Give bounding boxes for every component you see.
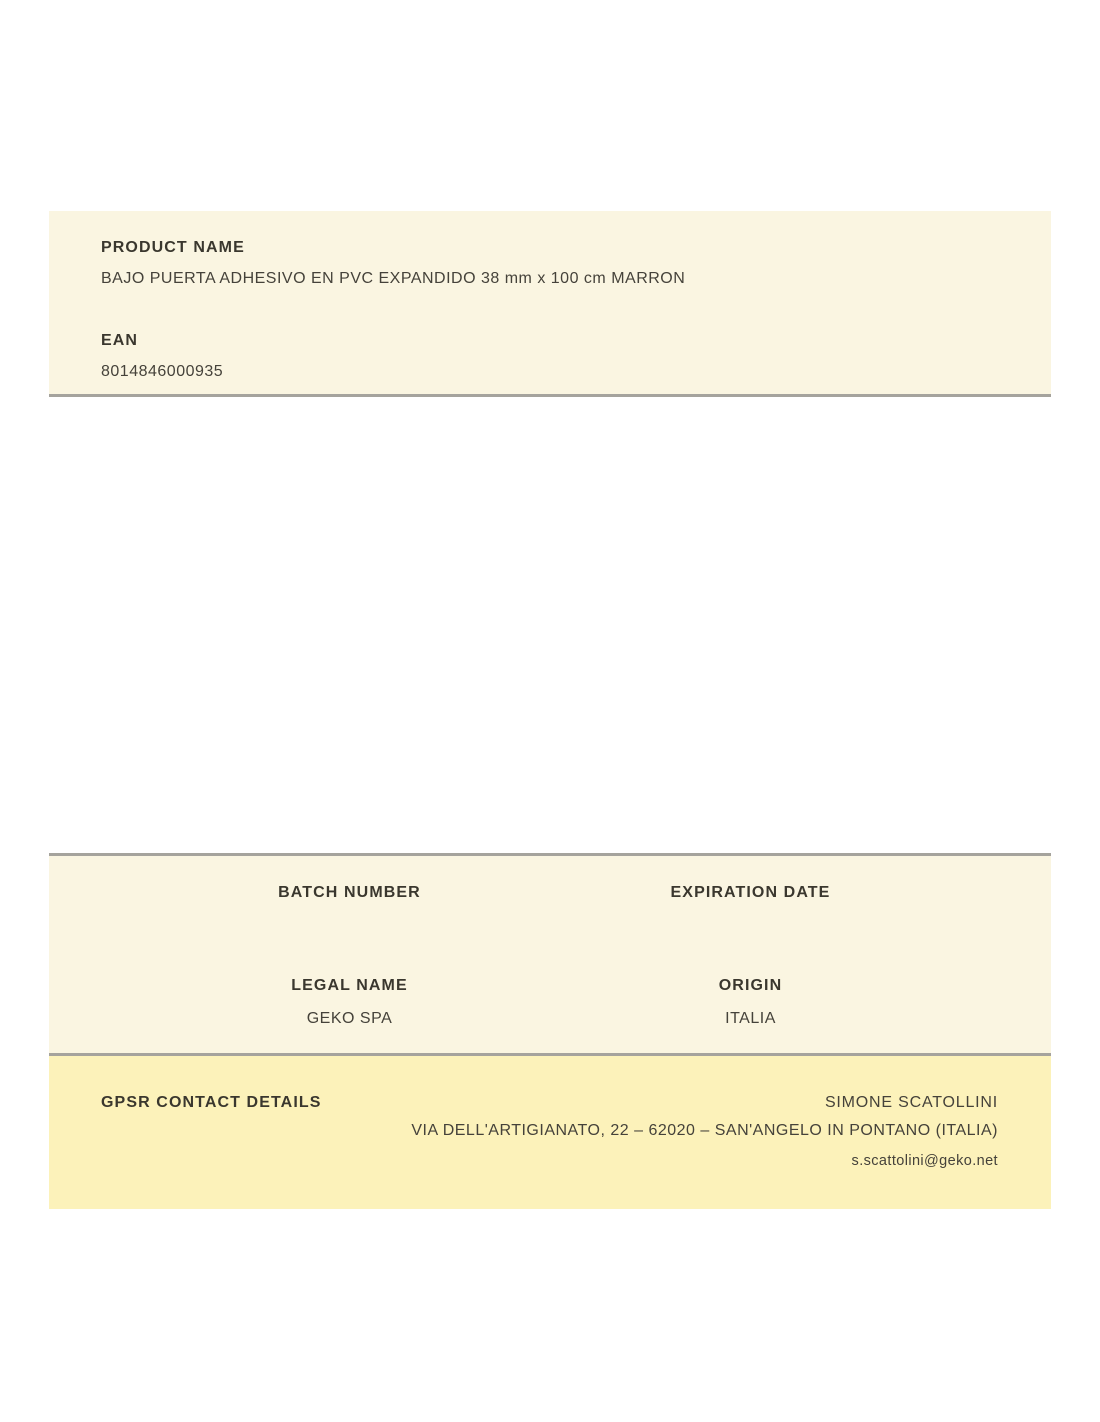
batch-number-label: BATCH NUMBER — [278, 884, 421, 901]
contact-email: s.scattolini@geko.net — [851, 1152, 998, 1169]
origin-value: ITALIA — [725, 1009, 776, 1027]
batch-number-value — [149, 916, 550, 935]
ean-label: EAN — [101, 331, 139, 349]
contact-header-row — [101, 1094, 998, 1112]
product-name-value: BAJO PUERTA ADHESIVO EN PVC EXPANDIDO 38 mm x 100 cm MARRON — [101, 270, 686, 288]
gpsr-contact-details-label: GPSR CONTACT DETAILS — [101, 1094, 322, 1111]
origin-label: ORIGIN — [718, 977, 783, 995]
ean-value: 8014846000935 — [101, 363, 224, 381]
expiration-date-label: EXPIRATION DATE — [670, 884, 831, 901]
gpsr-contact-card — [49, 1056, 1051, 1209]
legal-name-value: GEKO SPA — [306, 1009, 393, 1027]
origin-cell — [550, 977, 951, 1028]
legal-name-label: LEGAL NAME — [291, 977, 408, 995]
expiration-date-cell — [550, 884, 951, 935]
contact-address: VIA DELL'ARTIGIANATO, 22 – 62020 – SAN'ANGELO IN PONTANO (ITALIA) — [411, 1122, 998, 1140]
product-info-card — [49, 211, 1051, 397]
legal-origin-row — [149, 977, 951, 1028]
expiration-date-value — [550, 916, 951, 935]
batch-expiration-row — [149, 884, 951, 935]
legal-name-cell — [149, 977, 550, 1028]
contact-person-name: SIMONE SCATOLLINI — [824, 1094, 998, 1111]
product-name-label: PRODUCT NAME — [101, 239, 245, 256]
batch-details-card — [49, 853, 1051, 1056]
batch-number-cell — [149, 884, 550, 935]
